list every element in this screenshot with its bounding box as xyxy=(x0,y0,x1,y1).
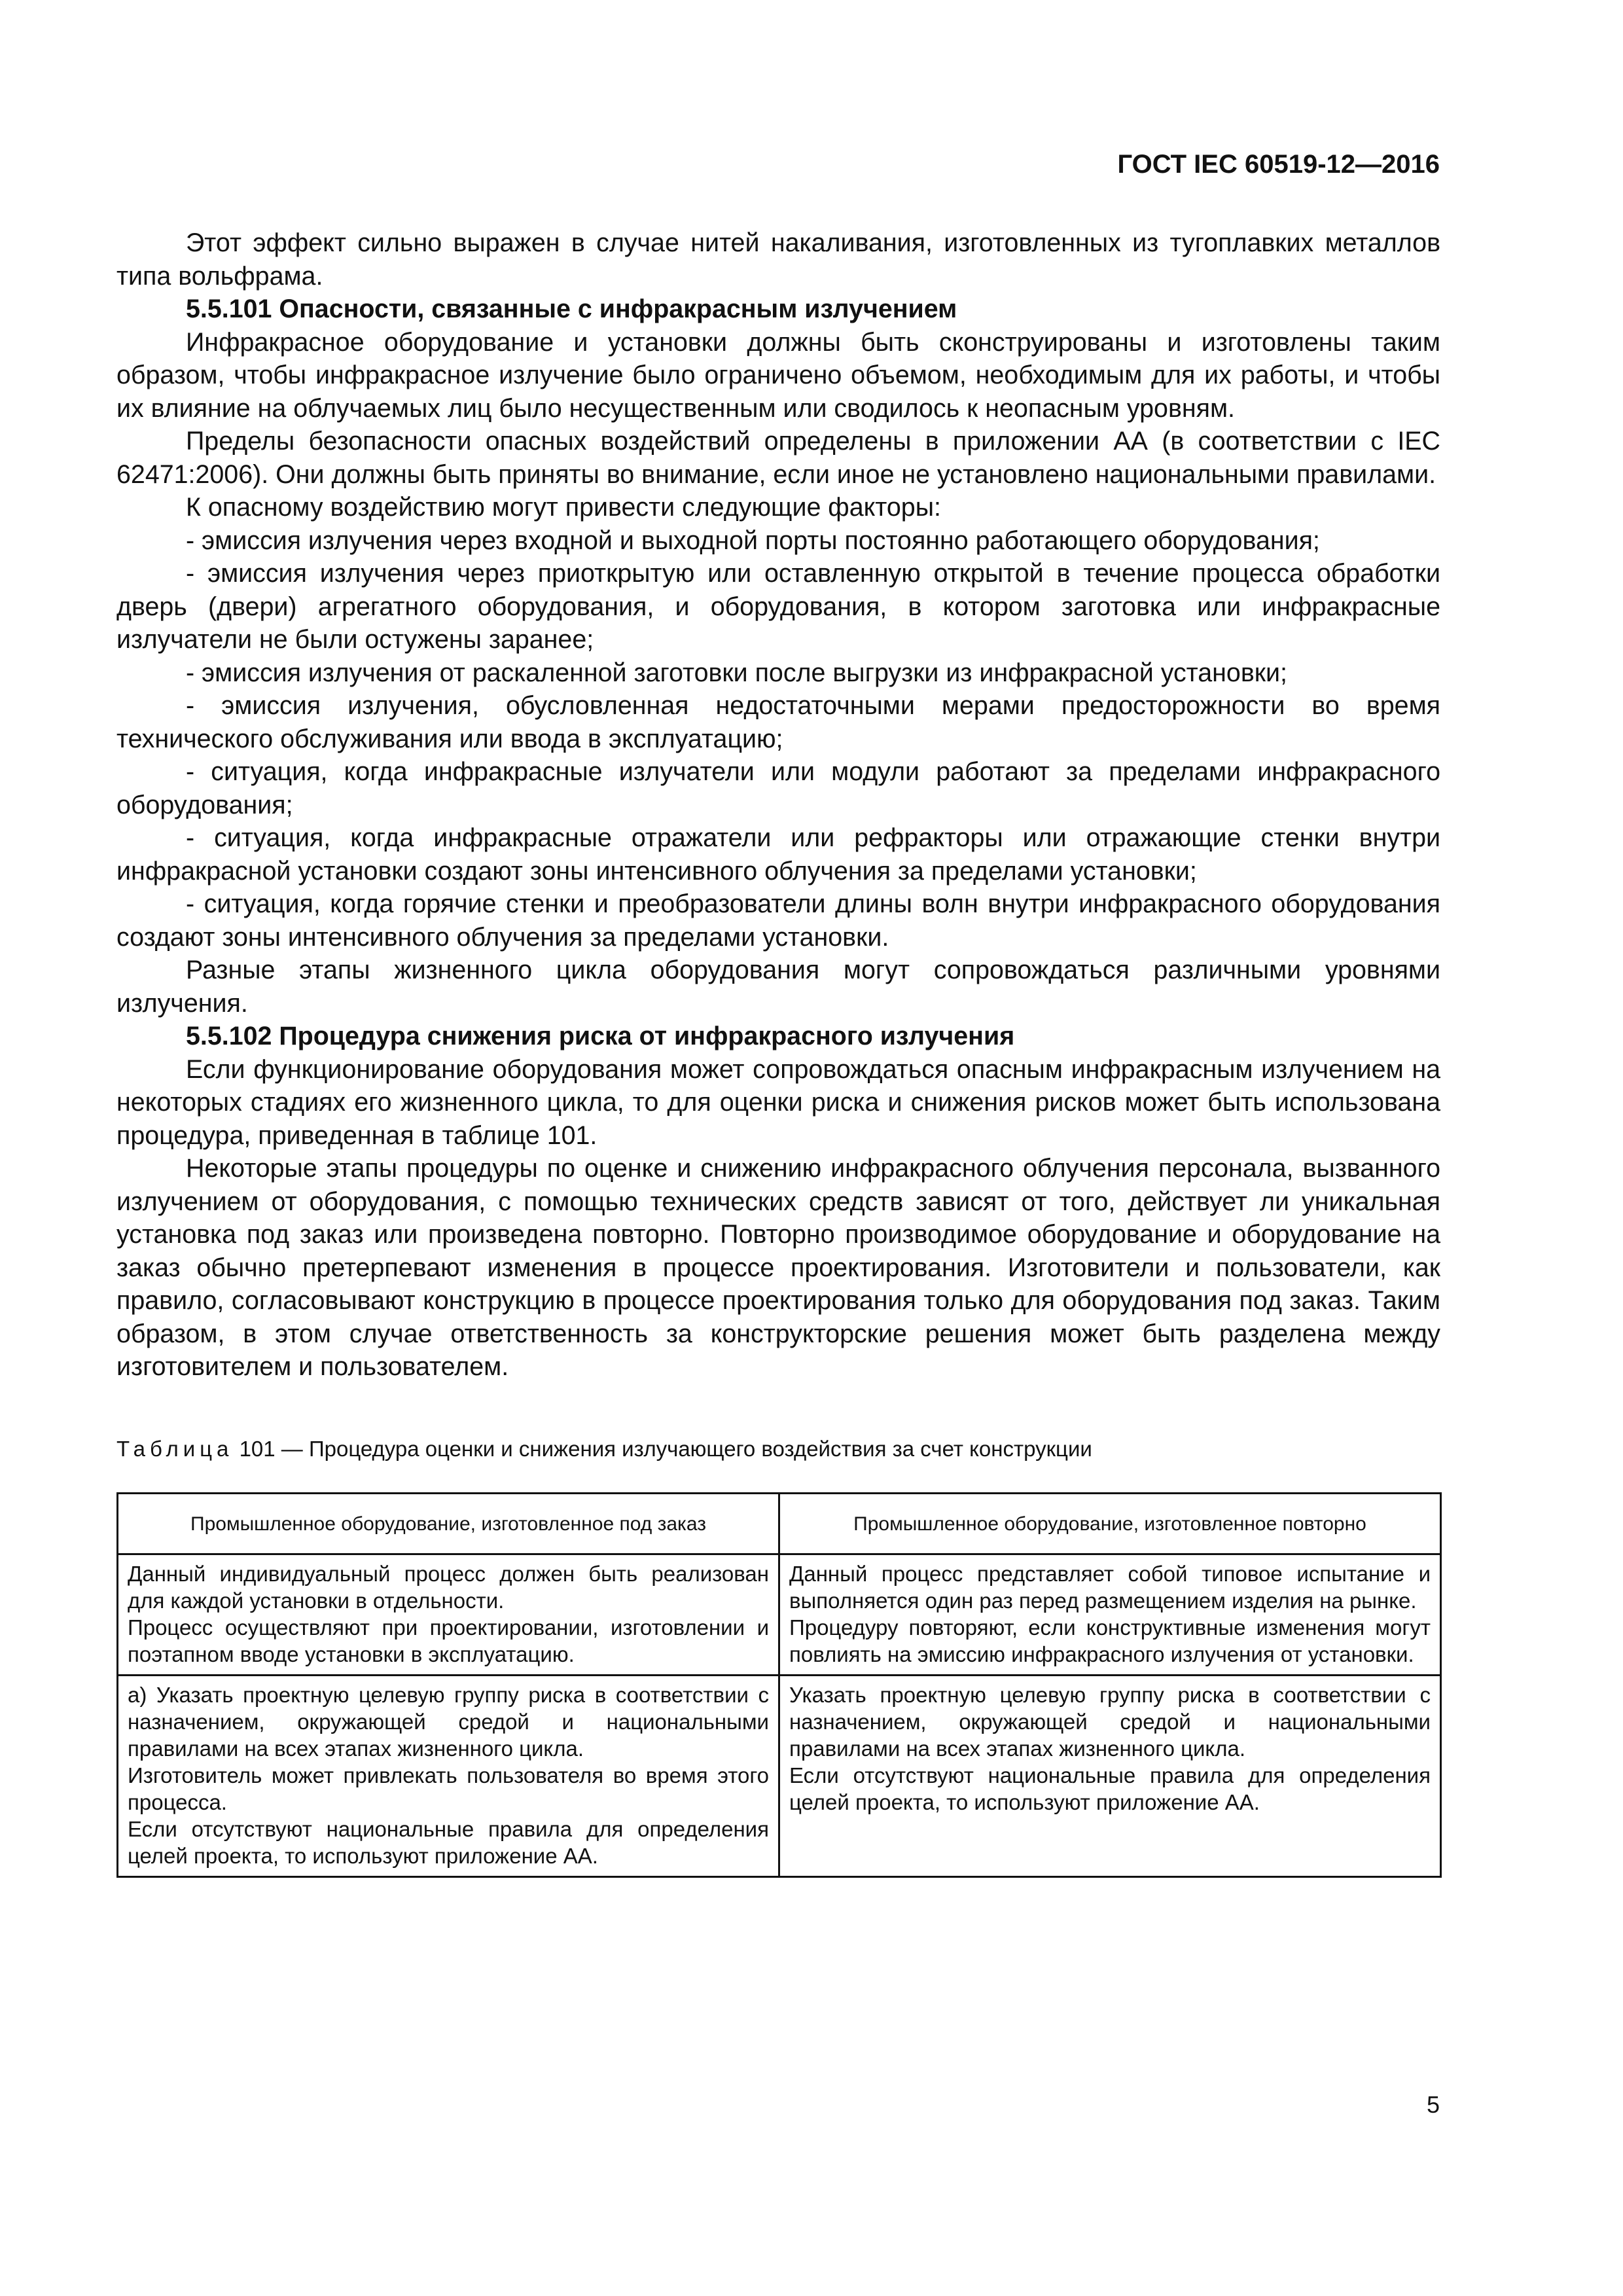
document-header: ГОСТ IEC 60519-12—2016 xyxy=(1117,150,1440,179)
list-item: - ситуация, когда инфракрасные отражатели или рефракторы или отражающие стенки внутри инфракрасной установки создают зоны интенсивного облучения за пределами установки; xyxy=(116,823,1440,886)
table-header-cell: Промышленное оборудование, изготовленное повторно xyxy=(779,1494,1441,1554)
list-item: - ситуация, когда горячие стенки и преобразователи длины волн внутри инфракрасного оборудования создают зоны интенсивного облучения за пределами установки. xyxy=(116,889,1440,952)
page-number: 5 xyxy=(1426,2091,1440,2118)
table-cell xyxy=(118,1554,779,1676)
paragraph: Этот эффект сильно выражен в случае нитей накаливания, изготовленных из тугоплавких металлов типа вольфрама. xyxy=(116,228,1440,291)
table-cell xyxy=(118,1676,779,1877)
cell-line: Данный процесс представляет собой типовое испытание и выполняется один раз перед размещением изделия на рынке. xyxy=(789,1562,1431,1613)
cell-line: Процедуру повторяют, если конструктивные изменения могут повлиять на эмиссию инфракрасного излучения от установки. xyxy=(789,1615,1431,1666)
table-caption-text: 101 — Процедура оценки и снижения излучающего воздействия за счет конструкции xyxy=(239,1437,1092,1461)
table-cell xyxy=(779,1676,1441,1877)
paragraph: Разные этапы жизненного цикла оборудования могут сопровождаться различными уровнями излучения. xyxy=(116,956,1440,1018)
list-item: - эмиссия излучения через приоткрытую или оставленную открытой в течение процесса обработки дверь (двери) агрегатного оборудования, и оборудования, в котором заготовка или инфракрасные излучатели не были остужены заранее; xyxy=(116,559,1440,654)
section-heading: 5.5.102 Процедура снижения риска от инфракрасного излучения xyxy=(186,1022,1015,1050)
cell-line: Указать проектную целевую группу риска в соответствии с назначением, окружающей средой и национальными правилами на всех этапах жизненного цикла. xyxy=(789,1683,1431,1761)
cell-line: Если отсутствуют национальные правила для определения целей проекта, то используют приложение АА. xyxy=(789,1763,1431,1814)
paragraph: К опасному воздействию могут привести следующие факторы: xyxy=(186,493,941,522)
list-item: - эмиссия излучения от раскаленной заготовки после выгрузки из инфракрасной установки; xyxy=(186,658,1287,687)
cell-line: Данный индивидуальный процесс должен быть реализован для каждой установки в отдельности. xyxy=(128,1562,769,1613)
paragraph: Некоторые этапы процедуры по оценке и снижению инфракрасного облучения персонала, вызванного излучением от оборудования, с помощью технических средств зависят от того, действует ли уникальная установка под заказ или произведена повторно. Повторно производимое оборудование и оборудование на заказ обычно претерпевают изменения в процессе проектирования. Изготовители и пользователи, как правило, согласовывают конструкцию в процессе проектирования только для оборудования под заказ. Таким образом, в этом случае ответственность за конструкторские решения может быть разделена между изготовителем и пользователем. xyxy=(116,1154,1440,1381)
table-caption xyxy=(116,1435,1440,1463)
table-caption-label: Таблица xyxy=(116,1437,234,1461)
cell-line: а) Указать проектную целевую группу риска в соответствии с назначением, окружающей средой и национальными правилами на всех этапах жизненного цикла. xyxy=(128,1683,769,1761)
table-header-row xyxy=(118,1494,1441,1554)
table-row xyxy=(118,1554,1441,1676)
section-heading: 5.5.101 Опасности, связанные с инфракрасным излучением xyxy=(186,295,957,323)
procedure-table xyxy=(116,1492,1442,1878)
body-text xyxy=(116,226,1440,1384)
paragraph: Инфракрасное оборудование и установки должны быть сконструированы и изготовлены таким образом, чтобы инфракрасное излучение было ограничено объемом, необходимым для их работы, и чтобы их влияние на облучаемых лиц было несущественным или сводилось к неопасным уровням. xyxy=(116,327,1440,423)
table-cell xyxy=(779,1554,1441,1676)
paragraph: Если функционирование оборудования может сопровождаться опасным инфракрасным излучением на некоторых стадиях его жизненного цикла, то для оценки риска и снижения рисков может быть использована процедура, приведенная в таблице 101. xyxy=(116,1054,1440,1150)
list-item: - ситуация, когда инфракрасные излучатели или модули работают за пределами инфракрасного оборудования; xyxy=(116,757,1440,819)
cell-line: Если отсутствуют национальные правила для определения целей проекта, то используют приложение АА. xyxy=(128,1817,769,1868)
table-header-cell: Промышленное оборудование, изготовленное под заказ xyxy=(118,1494,779,1554)
cell-line: Процесс осуществляют при проектировании, изготовлении и поэтапном вводе установки в эксплуатацию. xyxy=(128,1615,769,1666)
list-item: - эмиссия излучения через входной и выходной порты постоянно работающего оборудования; xyxy=(186,526,1320,555)
paragraph: Пределы безопасности опасных воздействий определены в приложении АА (в соответствии с IEC 62471:2006). Они должны быть приняты во внимание, если иное не установлено национальными правилами. xyxy=(116,427,1440,489)
list-item: - эмиссия излучения, обусловленная недостаточными мерами предосторожности во время технического обслуживания или ввода в эксплуатацию; xyxy=(116,691,1440,753)
cell-line: Изготовитель может привлекать пользователя во время этого процесса. xyxy=(128,1763,769,1814)
table-row xyxy=(118,1676,1441,1877)
